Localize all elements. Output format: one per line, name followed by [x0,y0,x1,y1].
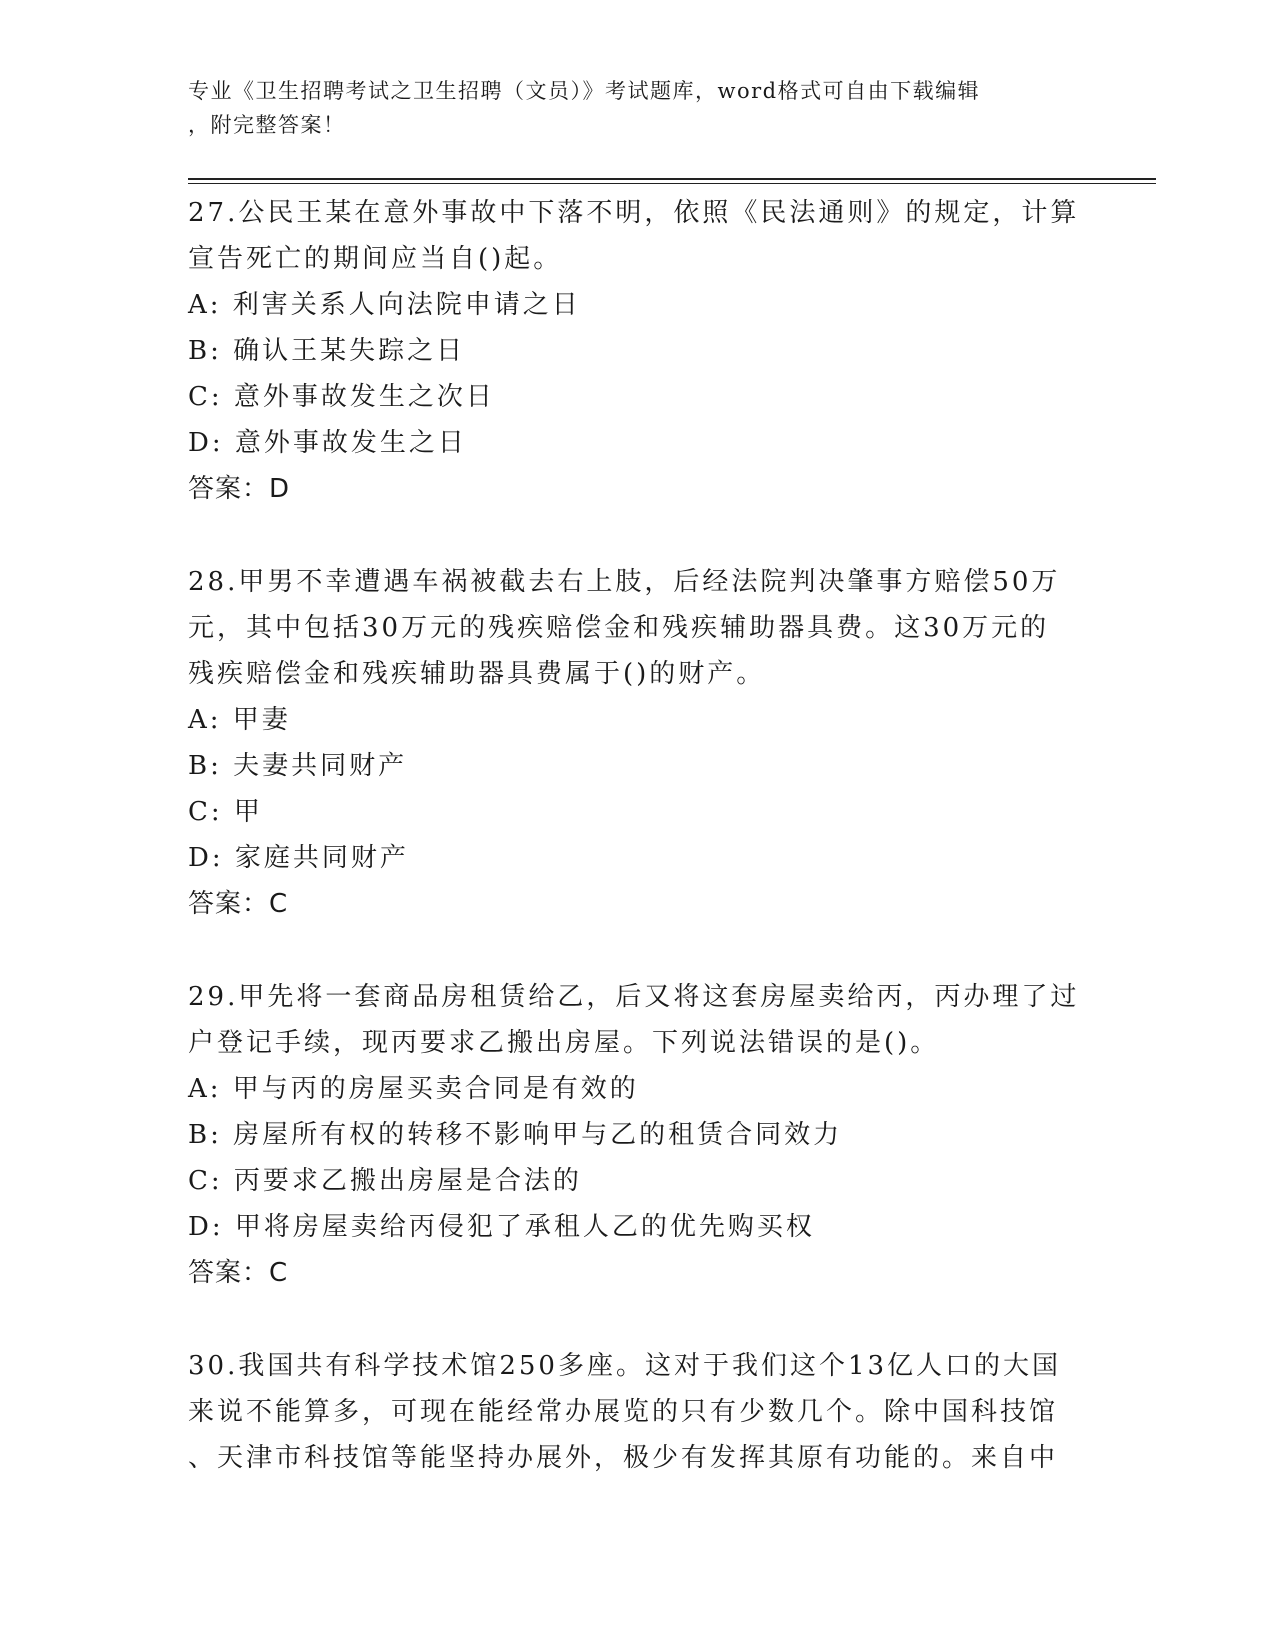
option-c: C: 意外事故发生之次日 [188,382,495,412]
question-29 [188,974,1088,1296]
question-text: 元，其中包括30万元的残疾赔偿金和残疾辅助器具费。这30万元的 [188,613,1050,643]
option-a: A: 利害关系人向法院申请之日 [188,290,581,320]
option-c: C: 丙要求乙搬出房屋是合法的 [188,1166,582,1196]
document-header [188,74,1068,142]
option-b: B: 夫妻共同财产 [188,751,408,781]
question-30 [188,1343,1088,1481]
option-d: D: 家庭共同财产 [188,843,409,873]
question-text: 户登记手续，现丙要求乙搬出房屋。下列说法错误的是()。 [188,1028,940,1058]
question-list [188,190,1088,1528]
header-divider-thick [188,178,1156,180]
header-line: ，附完整答案！ [188,113,346,137]
option-a: A: 甲与丙的房屋买卖合同是有效的 [188,1074,639,1104]
question-27 [188,190,1088,512]
header-line: 专业《卫生招聘考试之卫生招聘（文员）》考试题库，word格式可自由下载编辑 [188,79,981,103]
option-d: D: 意外事故发生之日 [188,428,467,458]
answer-line: 答案：C [188,1258,289,1288]
question-text: 28.甲男不幸遭遇车祸被截去右上肢，后经法院判决肇事方赔偿50万 [188,567,1061,597]
question-text: 宣告死亡的期间应当自()起。 [188,244,563,274]
option-d: D: 甲将房屋卖给丙侵犯了承租人乙的优先购买权 [188,1212,815,1242]
answer-line: 答案：D [188,474,291,504]
question-text: 29.甲先将一套商品房租赁给乙，后又将这套房屋卖给丙，丙办理了过 [188,982,1080,1012]
header-divider-thin [188,183,1156,184]
option-b: B: 确认王某失踪之日 [188,336,466,366]
question-text: 、天津市科技馆等能坚持办展外，极少有发挥其原有功能的。来自中 [188,1443,1059,1473]
question-28 [188,559,1088,927]
option-a: A: 甲妻 [188,705,291,735]
question-text: 30.我国共有科学技术馆250多座。这对于我们这个13亿人口的大国 [188,1351,1062,1381]
question-text: 来说不能算多，可现在能经常办展览的只有少数几个。除中国科技馆 [188,1397,1059,1427]
option-c: C: 甲 [188,797,263,827]
option-b: B: 房屋所有权的转移不影响甲与乙的租赁合同效力 [188,1120,843,1150]
question-text: 残疾赔偿金和残疾辅助器具费属于()的财产。 [188,659,766,689]
question-text: 27.公民王某在意外事故中下落不明，依照《民法通则》的规定，计算 [188,198,1080,228]
answer-line: 答案：C [188,889,289,919]
